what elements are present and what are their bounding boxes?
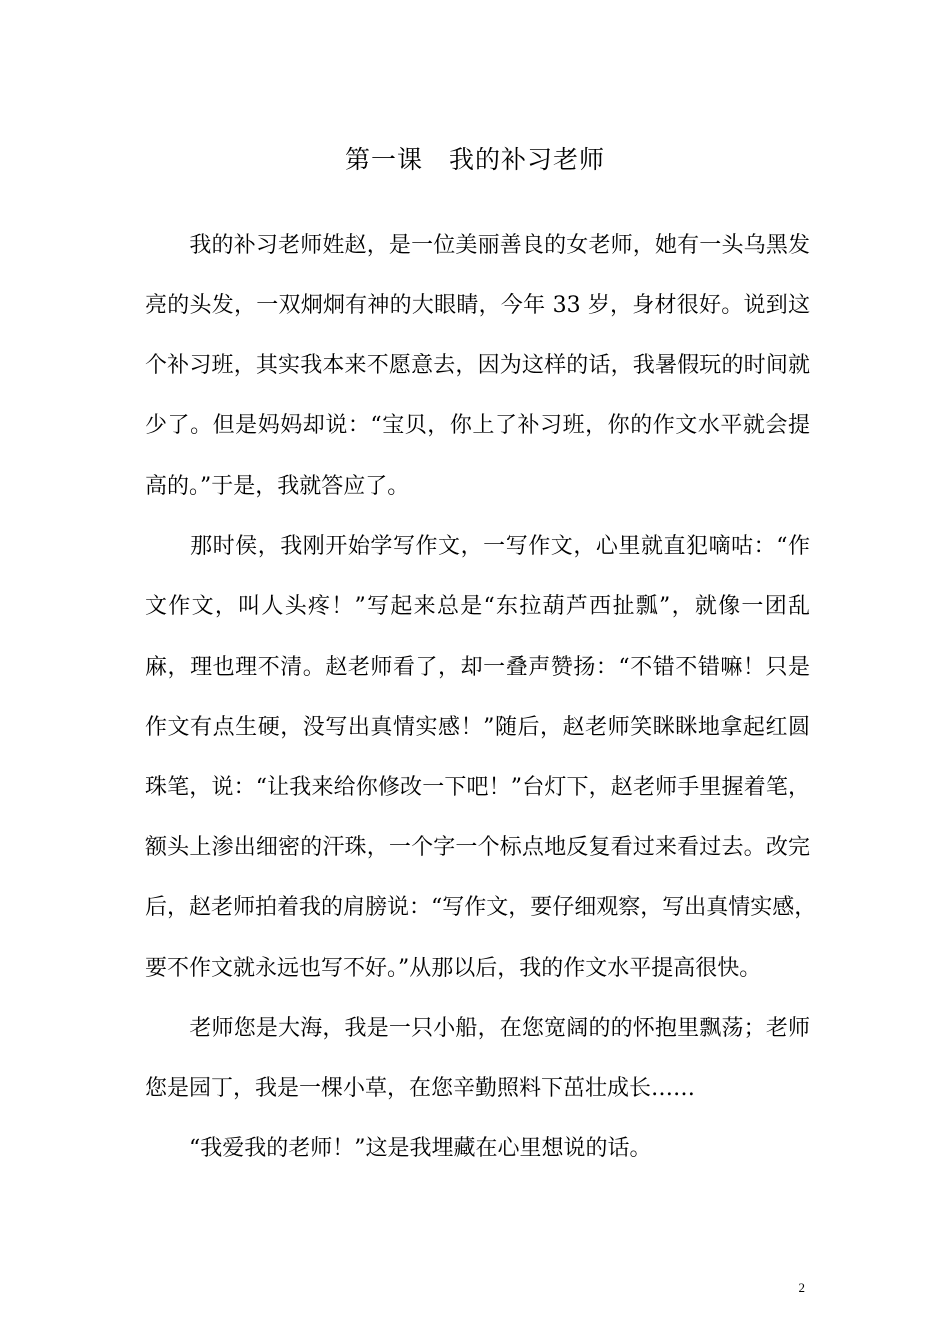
text-line: 我的补习老师姓赵，是一位美丽善良的女老师，她有一头乌黑发 (145, 233, 810, 258)
text-line: 老师您是大海，我是一只小船，在您宽阔的的怀抱里飘荡；老师 (145, 1016, 810, 1041)
text-line: 亮的头发，一双炯炯有神的大眼睛，今年 33 岁，身材很好。说到这 (145, 293, 810, 318)
text-line: 后，赵老师拍着我的肩膀说：“写作文，要仔细观察，写出真情实感， (145, 895, 817, 920)
text-line: 文作文，叫人头疼！”写起来总是“东拉葫芦西扯瓢”，就像一团乱 (145, 594, 810, 619)
text-line: 少了。但是妈妈却说：“宝贝，你上了补习班，你的作文水平就会提 (145, 413, 810, 438)
text-line: 高的。”于是，我就答应了。 (145, 474, 410, 499)
text-line: 珠笔，说：“让我来给你修改一下吧！”台灯下，赵老师手里握着笔， (145, 775, 810, 800)
text-line: 作文有点生硬，没写出真情实感！”随后，赵老师笑眯眯地拿起红圆 (145, 715, 810, 740)
text-line: 那时侯，我刚开始学写作文，一写作文，心里就直犯嘀咕：“作 (145, 534, 810, 559)
text-line: “我爱我的老师！”这是我埋藏在心里想说的话。 (145, 1136, 652, 1161)
text-line: 您是园丁，我是一棵小草，在您辛勤照料下茁壮成长…… (145, 1076, 696, 1101)
text-line: 要不作文就永远也写不好。”从那以后，我的作文水平提高很快。 (145, 956, 762, 981)
page-title: 第一课 我的补习老师 (344, 145, 605, 174)
text-line: 额头上渗出细密的汗珠，一个字一个标点地反复看过来看过去。改完 (145, 835, 810, 860)
text-line: 个补习班，其实我本来不愿意去，因为这样的话，我暑假玩的时间就 (145, 353, 810, 378)
page-number: 2 (798, 1280, 805, 1295)
text-line: 麻，理也理不清。赵老师看了，却一叠声赞扬：“不错不错嘛！只是 (145, 655, 810, 680)
